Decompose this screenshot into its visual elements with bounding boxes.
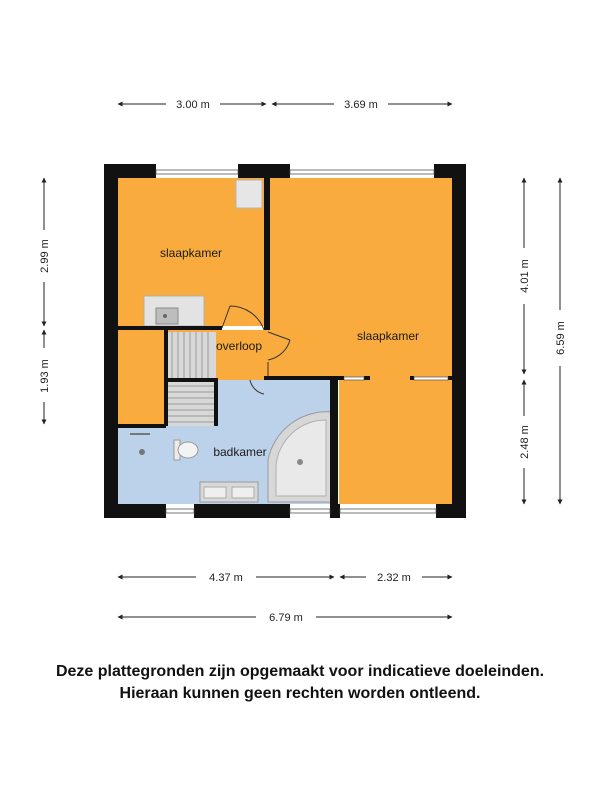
dim-right-total: 6.59 m (555, 321, 567, 355)
double-sink (200, 482, 258, 502)
room-label-bathroom: badkamer (213, 445, 267, 459)
closet-fill-2 (118, 330, 164, 426)
room-label-bedroom-right: slaapkamer (356, 329, 420, 343)
dim-top-right: 3.69 m (344, 99, 378, 111)
dim-left-upper: 2.99 m (39, 239, 51, 273)
wardrobe-top (236, 180, 262, 208)
disclaimer-line-1: Deze plattegronden zijn opgemaakt voor indicatieve doeleinden. (55, 663, 545, 680)
dim-left-lower: 1.93 m (39, 359, 51, 393)
bedroom-right-lower-fill (339, 379, 452, 504)
dim-bottom-total: 6.79 m (269, 612, 303, 624)
room-label-landing: overloop (215, 339, 263, 353)
room-label-bedroom-left: slaapkamer (159, 246, 223, 260)
dim-right-lower: 2.48 m (519, 425, 531, 459)
dim-bottom-left: 4.37 m (209, 572, 243, 584)
desk (144, 296, 204, 326)
dim-bottom-right: 2.32 m (377, 572, 411, 584)
disclaimer-line-2: Hieraan kunnen geen rechten worden ontleend. (119, 685, 481, 702)
dim-right-upper: 4.01 m (519, 259, 531, 293)
bedroom-right-fill (270, 178, 452, 379)
dim-top-left: 3.00 m (176, 99, 210, 111)
